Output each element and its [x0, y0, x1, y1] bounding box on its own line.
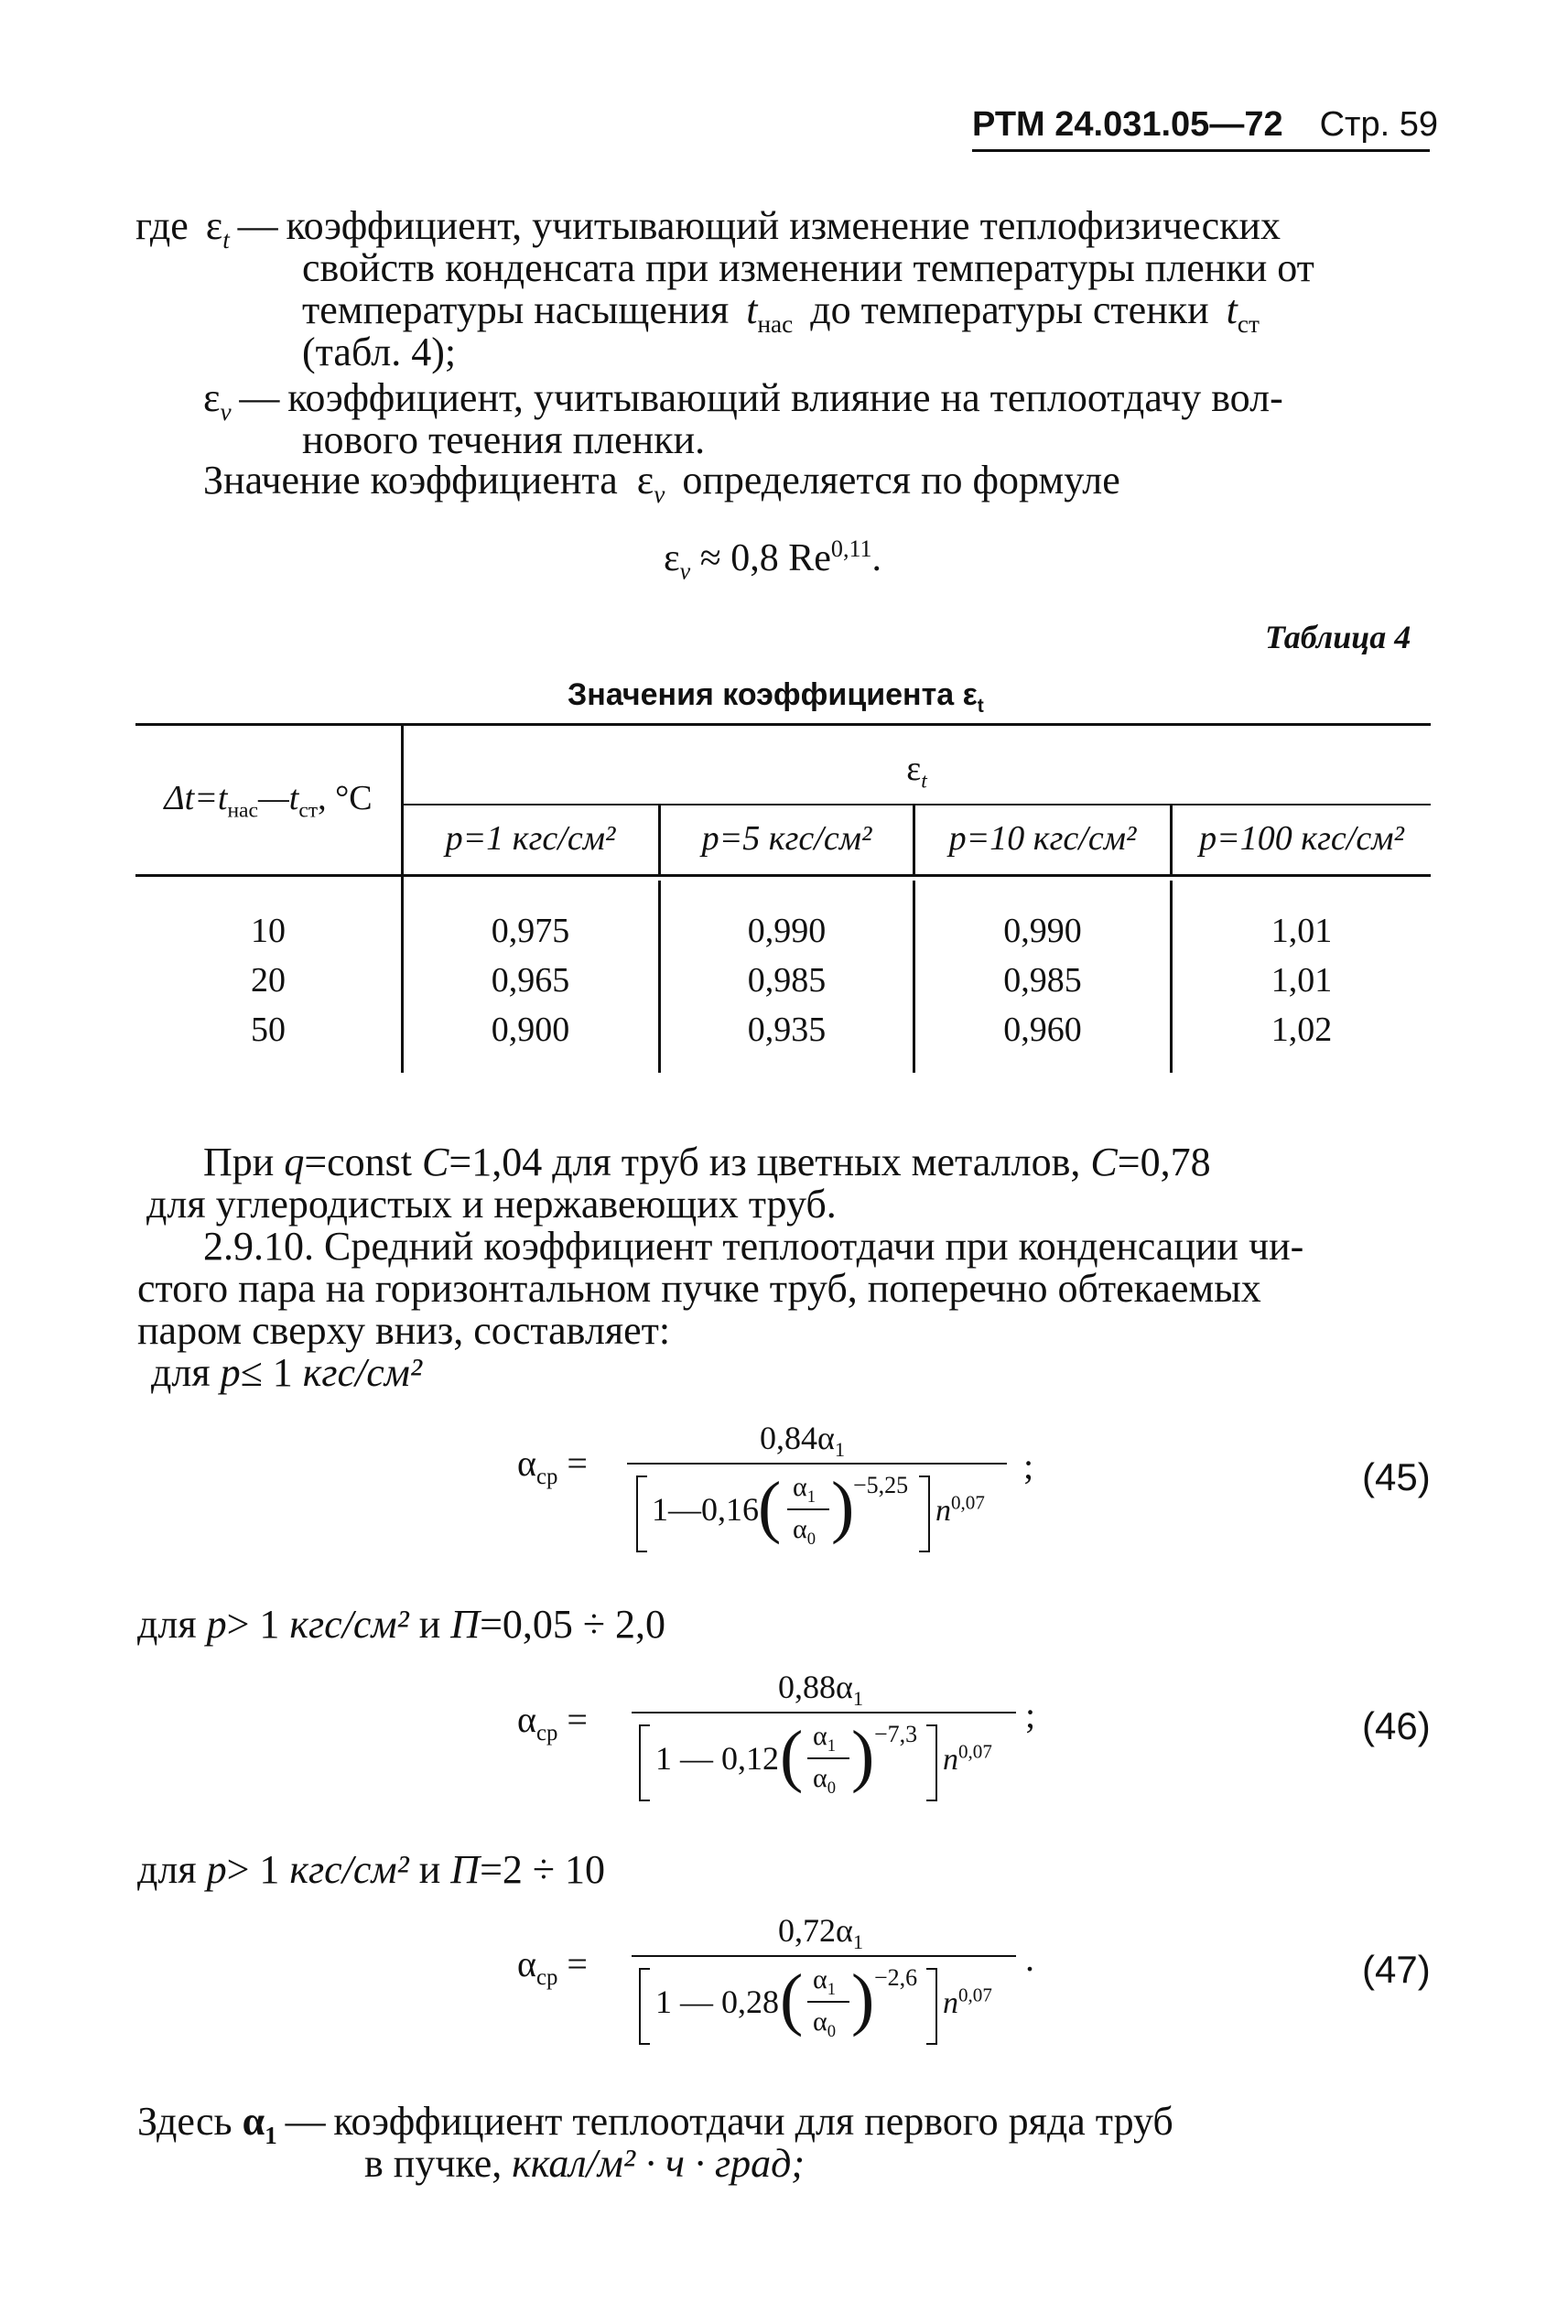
table-cell: 0,985 — [747, 961, 827, 1000]
formula-numerator: $0,84\alpha_1$ — [760, 1420, 846, 1462]
table-cell: 0,985 — [1003, 961, 1082, 1000]
table-cell-dt: 20 — [251, 961, 286, 1000]
eps-v-definition-line1: $\varepsilon_v$ — коэффициент, учитывающий влияние на теплоотдачу вол- — [203, 375, 1283, 426]
alpha0: $\alpha_0$ — [813, 1763, 837, 1798]
table-label: Таблица 4 — [1265, 619, 1411, 655]
table-cell: 0,975 — [491, 912, 570, 950]
table-cell: 0,960 — [1003, 1011, 1082, 1049]
paren-right: ) — [831, 1468, 855, 1545]
alpha0: $\alpha_0$ — [793, 1514, 816, 1549]
eps-t-definition-line1: где $\varepsilon_t$ — коэффициент, учитывающий изменение теплофизических — [135, 203, 1281, 254]
table-cell: 0,990 — [1003, 912, 1082, 950]
paragraph-q-const-line1: При q=const C=1,04 для труб из цветных металлов, C=0,78 — [203, 1140, 1211, 1184]
bracket-left — [639, 1724, 650, 1801]
formula-exponent: −5,25 — [853, 1472, 909, 1498]
formula-numerator: $0,88\alpha_1$ — [778, 1669, 864, 1711]
table-header-rule — [135, 874, 1431, 877]
formula-exponent: −2,6 — [874, 1964, 918, 1991]
header-rule — [972, 149, 1430, 152]
formula-lhs: $\alpha_{ср}$ = — [517, 1443, 588, 1489]
equation-number: (47) — [1362, 1948, 1431, 1991]
inner-fraction-bar — [807, 1757, 849, 1759]
eps-t-definition-line2: свойств конденсата при изменении температуры пленки от — [302, 245, 1314, 290]
table-col-p1: p=1 кгс/см² — [445, 819, 616, 858]
inner-fraction-bar — [787, 1508, 829, 1510]
paragraph-2-9-10-line2: стого пара на горизонтальном пучке труб, поперечно обтекаемых — [137, 1266, 1261, 1311]
inner-fraction-bar — [807, 2001, 849, 2003]
bracket-right — [926, 1724, 937, 1801]
condition-p-le-1: для p≤ 1 кгс/см² — [151, 1350, 423, 1395]
table-cell: 1,01 — [1271, 961, 1333, 1000]
paragraph-2-9-10-line3: паром сверху вниз, составляет: — [137, 1308, 671, 1353]
condition-p-gt-1-pi-low: для p> 1 кгс/см² и П=0,05 ÷ 2,0 — [137, 1602, 666, 1647]
table-title: Значения коэффициента $\varepsilon_t$ — [568, 677, 984, 717]
formula-lhs: $\alpha_{ср}$ = — [517, 1699, 588, 1746]
fraction-bar — [632, 1955, 1016, 1957]
table-row-header: $\Delta t=t_{нас}—t_{ст}$, °C — [164, 779, 373, 823]
alpha1: $\alpha_1$ — [813, 1964, 837, 1999]
eps-t-definition-line3: температуры насыщения $t_{нас}$ до температуры стенки $t_{ст}$ — [302, 287, 1260, 338]
page-header — [972, 105, 1438, 145]
table-col-p5: p=5 кгс/см² — [701, 819, 872, 858]
paren-right: ) — [851, 1717, 875, 1794]
table-cell: 0,990 — [747, 912, 827, 950]
alpha0: $\alpha_0$ — [813, 2006, 837, 2041]
formula-n: $n^{0,07}$ — [943, 1740, 992, 1777]
table-col-p100: p=100 кгс/см² — [1199, 819, 1404, 858]
table-cell: 1,02 — [1271, 1011, 1333, 1049]
eps-v-value-line: Значение коэффициента $\varepsilon_v$ определяется по формуле — [203, 458, 1120, 508]
formula-lhs: $\alpha_{ср}$ = — [517, 1943, 588, 1990]
formula-coef: 1 — 0,12 — [655, 1740, 779, 1777]
paragraph-q-const-line2: для углеродистых и нержавеющих труб. — [146, 1182, 837, 1227]
fraction-bar — [627, 1463, 1007, 1465]
page-number: Стр. 59 — [1319, 105, 1438, 144]
formula-end: ; — [1023, 1445, 1034, 1486]
table-cell: 0,965 — [491, 961, 570, 1000]
eps-v-definition-line2: нового течения пленки. — [302, 417, 706, 462]
formula-numerator: $0,72\alpha_1$ — [778, 1912, 864, 1954]
formula-coef: 1—0,16 — [652, 1491, 759, 1528]
fraction-bar — [632, 1712, 1016, 1713]
table-group-rule — [403, 804, 1431, 805]
alpha1-definition-line1: Здесь $\alpha_1$ — коэффициент теплоотдачи для первого ряда труб — [137, 2099, 1173, 2149]
alpha1: $\alpha_1$ — [813, 1721, 837, 1756]
formula-n: $n^{0,07}$ — [943, 1984, 992, 2020]
table-cell-dt: 10 — [251, 912, 286, 950]
paren-left: ( — [780, 1717, 804, 1794]
bracket-left — [639, 1968, 650, 2045]
paragraph-2-9-10-line1: 2.9.10. Средний коэффициент теплоотдачи при конденсации чи- — [203, 1224, 1304, 1269]
eps-v-formula: $\varepsilon_v \approx 0,8$ Re$^{0,11}$. — [664, 535, 882, 585]
alpha1: $\alpha_1$ — [793, 1472, 816, 1507]
table-cell: 0,900 — [491, 1011, 570, 1049]
paren-left: ( — [758, 1468, 782, 1545]
paren-left: ( — [780, 1961, 804, 2038]
formula-exponent: −7,3 — [874, 1721, 918, 1747]
eps-t-definition-line4: (табл. 4); — [302, 330, 457, 374]
table-top-rule — [135, 723, 1431, 726]
table-cell: 1,01 — [1271, 912, 1333, 950]
equation-number: (45) — [1362, 1455, 1431, 1498]
formula-coef: 1 — 0,28 — [655, 1984, 779, 2020]
table-cell-dt: 50 — [251, 1011, 286, 1049]
table-col-p10: p=10 кгс/см² — [948, 819, 1137, 858]
condition-p-gt-1-pi-high: для p> 1 кгс/см² и П=2 ÷ 10 — [137, 1847, 606, 1892]
formula-end: . — [1025, 1938, 1034, 1979]
paren-right: ) — [851, 1961, 875, 2038]
formula-end: ; — [1025, 1694, 1036, 1735]
bracket-right — [919, 1475, 930, 1552]
bracket-right — [926, 1968, 937, 2045]
doc-code: РТМ 24.031.05—72 — [972, 105, 1283, 144]
equation-number: (46) — [1362, 1704, 1431, 1747]
table-group-header: $\varepsilon_t$ — [906, 750, 927, 794]
formula-n: $n^{0,07}$ — [935, 1491, 985, 1528]
table-cell: 0,935 — [747, 1011, 827, 1049]
alpha1-definition-line2: в пучке, ккал/м² · ч · град; — [364, 2141, 806, 2186]
bracket-left — [636, 1475, 647, 1552]
